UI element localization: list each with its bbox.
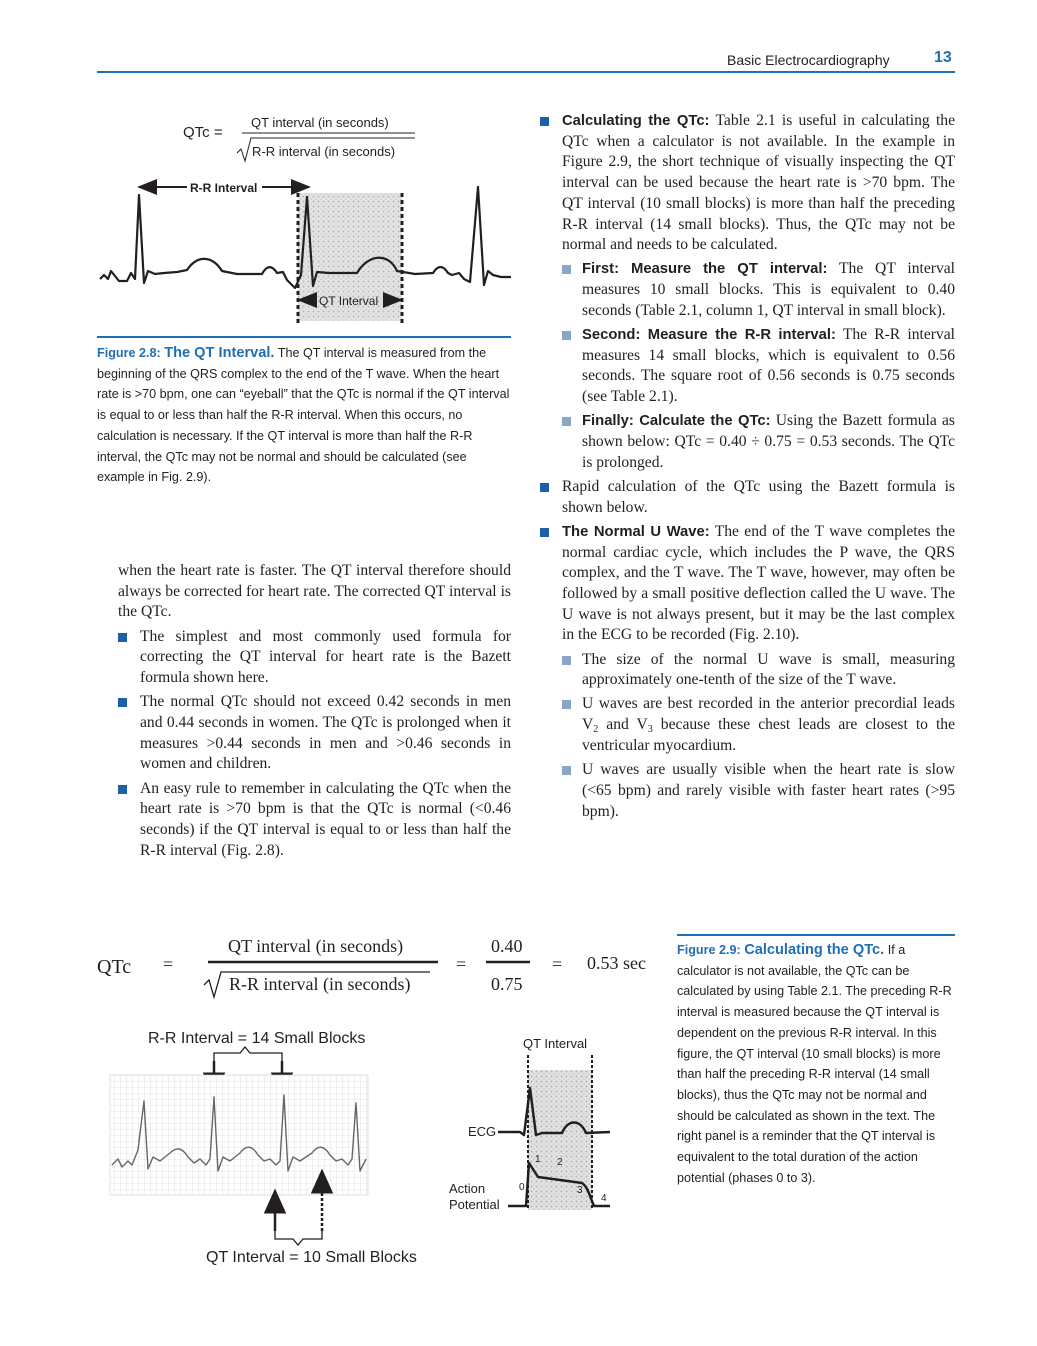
right-column-text xyxy=(540,111,955,826)
ecg-label: ECG xyxy=(468,1124,497,1139)
bullet-normal-u-wave-lead: The Normal U Wave: xyxy=(562,523,710,540)
qt-interval-label: QT Interval xyxy=(319,294,379,308)
left-bullet-2: The normal QTc should not exceed 0.42 seconds in men and 0.44 seconds in women. The QTc is prolonged when it measures >0.44 seconds in men and >0.46 seconds in women and children. xyxy=(118,692,511,775)
rr-blocks-label: R-R Interval = 14 Small Blocks xyxy=(148,1030,366,1047)
left-column-text xyxy=(118,561,511,865)
figure-2-8-caption xyxy=(97,343,511,488)
figure-2-8-caption-text: The QT interval is measured from the beginning of the QRS complex to the end of the T wave. When the heart rate is >70 bpm, one can “eyeball” that the QTc is normal if the QT interval is equal to or less than half the R-R interval. When this occurs, no calculation is necessary. If the QT interval is more than half the R-R interval, the QTc may not be normal and should be calculated (see example in Fig. 2.9). xyxy=(97,346,510,485)
sub-bullet-finally xyxy=(562,411,955,473)
fig29-numerator: QT interval (in seconds) xyxy=(228,936,404,956)
fig29-qtc: QTc xyxy=(97,956,132,978)
bullet-calculating-qtc-text: Table 2.1 is useful in calculating the QTc when a calculator is not available. In the example in Figure 2.9, the short technique of visually inspecting the QT interval can be used because the heart rate is >70 bpm. The QT interval (10 small blocks) is more than half the preceding R-R interval (14 small blocks). Thus, the QTc may not be normal and needs to be calculated. xyxy=(562,112,956,254)
figure-2-9-caption xyxy=(677,940,952,1188)
formula-numerator: QT interval (in seconds) xyxy=(251,115,389,130)
sub-bullet-finally-lead: Finally: Calculate the QTc: xyxy=(582,413,771,430)
bullet-normal-u-wave-text: The end of the T wave completes the normal cardiac cycle, which includes the P wave, the QRS complex, and the T wave. The T wave, however, may often be followed by a small positive deflection called the U wave. The U wave is not always present, but it may be the last complex in the ECG to be recorded (Fig. 2.10). xyxy=(562,522,955,644)
left-paragraph: when the heart rate is faster. The QT interval therefore should always be corrected for heart rate. The corrected QT interval is the QTc. xyxy=(118,562,511,621)
figure-2-9-caption-title: Calculating the QTc. xyxy=(744,942,885,958)
header-rule xyxy=(97,71,955,73)
action-label: Action xyxy=(449,1181,486,1196)
u-leads-sub-1: 2 xyxy=(593,724,599,736)
rr-interval-label: R-R Interval xyxy=(190,181,258,195)
phase-2-label: 2 xyxy=(557,1157,563,1168)
potential-label: Potential xyxy=(449,1197,500,1212)
left-bullet-1: The simplest and most commonly used formula for correcting the QT interval for heart rate is the Bazett formula shown here. xyxy=(118,627,511,689)
bullet-normal-u-wave xyxy=(540,522,955,646)
u-leads-text-c: because these chest leads are closest to the ventricular myocardium. xyxy=(582,716,956,754)
bullet-calculating-qtc-lead: Calculating the QTc: xyxy=(562,113,710,129)
figure-2-8-diagram xyxy=(97,105,517,330)
u-leads-sub-2: 3 xyxy=(647,724,653,736)
sub-bullet-second-text: The R-R interval measures 14 small blocks, which is equivalent to 0.56 seconds. The square root of 0.56 seconds is 0.75 seconds (see Table 2.1). xyxy=(582,326,955,406)
fig29-result: 0.53 sec xyxy=(587,953,646,973)
figure-2-9-caption-label: Figure 2.9: xyxy=(677,943,741,957)
phase-3-label: 3 xyxy=(577,1185,583,1196)
phase-0-label: 0 xyxy=(519,1182,525,1193)
sub-bullet-second-lead: Second: Measure the R-R interval: xyxy=(582,327,836,344)
u-leads-text-a: U waves are best recorded in the anterior precordial leads V xyxy=(582,695,955,734)
figure-2-9-diagram xyxy=(90,925,670,1275)
sub-bullet-u-size: The size of the normal U wave is small, measuring approximately one-tenth of the size of the T wave. xyxy=(562,650,955,691)
figure-2-8-caption-label: Figure 2.8: xyxy=(97,346,161,360)
bullet-rapid-calculation: Rapid calculation of the QTc using the Bazett formula is shown below. xyxy=(540,477,955,518)
qt-interval-panel-label: QT Interval xyxy=(523,1036,588,1051)
sub-bullet-second xyxy=(562,325,955,408)
left-bullet-3: An easy rule to remember in calculating the QTc when the heart rate is >70 bpm is that the QTc is normal (<0.46 seconds) if the QT interval is equal to or less than half the R-R interval (Fig. 2.8). xyxy=(118,779,511,862)
sub-bullet-first-text: The QT interval measures 10 small blocks. This is equivalent to 0.40 seconds (Table 2.1, column 1, QT interval in small block). xyxy=(582,260,956,319)
qt-blocks-label: QT Interval = 10 Small Blocks xyxy=(206,1249,417,1266)
fig29-num-value: 0.40 xyxy=(491,936,523,956)
formula-denominator: R-R interval (in seconds) xyxy=(252,144,396,159)
bullet-calculating-qtc xyxy=(540,111,955,256)
fig29-equals-2: = xyxy=(456,954,467,974)
figure-2-8-caption-rule xyxy=(97,336,511,338)
figure-2-9-caption-text: If a calculator is not available, the QTc can be calculated by using Table 2.1. The preceding R-R interval is measured because the QT interval is dependent on the previous R-R interval. In this figure, the QT interval (10 small blocks) is more than half the preceding R-R interval (14 small blocks), thus the QTc may not be normal and should be calculated as shown in the text. The right panel is a reminder that the QT interval is equivalent to the total duration of the action potential (phases 0 to 3). xyxy=(677,943,952,1185)
figure-2-9-caption-rule xyxy=(677,934,955,936)
figure-2-8-caption-title: The QT Interval. xyxy=(164,345,275,361)
fig29-equals-3: = xyxy=(552,954,563,974)
sub-bullet-u-visibility: U waves are usually visible when the heart rate is slow (<65 bpm) and rarely visible with faster heart rates (>95 bpm). xyxy=(562,760,955,822)
page-number: 13 xyxy=(934,49,952,66)
u-leads-text-b: and V xyxy=(598,716,648,734)
phase-4-label: 4 xyxy=(601,1193,607,1204)
sub-bullet-finally-text: Using the Bazett formula as shown below: QTc = 0.40 ÷ 0.75 = 0.53 seconds. The QTc is prolonged. xyxy=(582,412,955,471)
phase-1-label: 1 xyxy=(535,1154,541,1165)
running-head: Basic Electrocardiography xyxy=(727,52,890,68)
sub-bullet-first xyxy=(562,259,955,321)
fig29-den-value: 0.75 xyxy=(491,974,523,994)
fig29-denominator: R-R interval (in seconds) xyxy=(229,974,411,994)
sub-bullet-u-leads xyxy=(562,694,955,756)
fig29-equals-1: = xyxy=(163,954,174,974)
sub-bullet-first-lead: First: Measure the QT interval: xyxy=(582,261,828,278)
qtc-formula-label: QTc = xyxy=(183,124,223,141)
